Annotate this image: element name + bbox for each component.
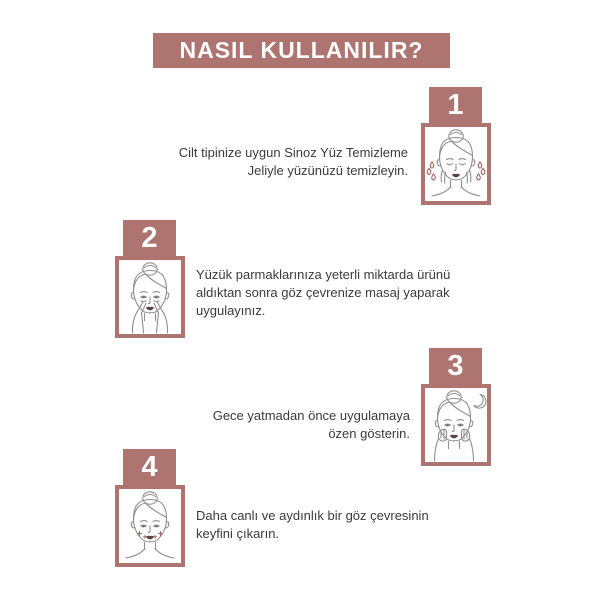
step-3-number-badge [429, 348, 482, 384]
step-2-description [196, 266, 450, 320]
bright-eye-area-illustration [119, 489, 181, 563]
step-number: 3 [447, 349, 464, 382]
step-4-number-badge [123, 449, 176, 485]
text-line: uygulayınız. [196, 303, 266, 318]
face-cleansing-illustration [425, 127, 487, 201]
text-line: Cilt tipinize uygun Sinoz Yüz Temizleme [178, 145, 408, 160]
text-line: Gece yatmadan önce uygulamaya [212, 408, 410, 423]
text-line: Daha canlı ve aydınlık bir göz çevresinin [196, 508, 429, 523]
step-1-illustration-frame [421, 123, 491, 205]
page-title: NASIL KULLANILIR? [179, 37, 424, 63]
crescent-moon-icon [474, 395, 486, 409]
step-3-illustration-frame [421, 384, 491, 466]
step-number: 1 [447, 88, 464, 121]
step-number: 4 [141, 450, 158, 483]
text-line: özen gösterin. [328, 426, 410, 441]
text-line: Yüzük parmaklarınıza yeterli miktarda ürünü [196, 267, 451, 282]
text-line: Jeliyle yüzünüzü temizleyin. [247, 163, 408, 178]
title-banner [153, 33, 450, 68]
step-4-illustration-frame [115, 485, 185, 567]
text-line: aldıktan sonra göz çevrenize masaj yaparak [196, 285, 450, 300]
eye-massage-illustration [119, 260, 181, 334]
step-2-illustration-frame [115, 256, 185, 338]
text-line: keyfini çıkarın. [196, 526, 280, 541]
night-application-illustration [425, 388, 487, 462]
step-2-number-badge [123, 220, 176, 256]
step-3-description [213, 407, 410, 443]
step-1-number-badge [429, 87, 482, 123]
step-4-description [196, 507, 429, 543]
step-number: 2 [141, 221, 158, 254]
step-1-description [179, 144, 408, 180]
